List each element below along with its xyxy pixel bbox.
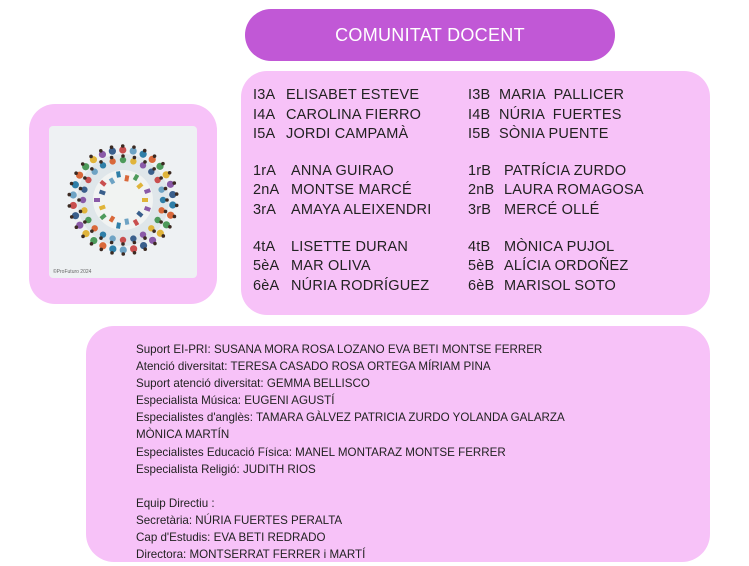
teacher-row: 2nB LAURA ROMAGOSA bbox=[468, 182, 644, 199]
teacher-row: I3B MARIA PALLICER bbox=[468, 87, 625, 103]
direction-line: Secretària: NÚRIA FUERTES PERALTA bbox=[136, 513, 343, 527]
teacher-row: 5èB ALÍCIA ORDOÑEZ bbox=[468, 258, 629, 275]
group-cicle-inicial-a bbox=[253, 162, 431, 221]
teacher-row: I5A JORDI CAMPAMÀ bbox=[253, 126, 409, 143]
staff-list bbox=[136, 341, 666, 563]
teacher-row: 2nA MONTSE MARCÉ bbox=[253, 182, 412, 199]
teacher-row: I4B NÚRIA FUERTES bbox=[468, 106, 622, 123]
group-cicle-superior-b bbox=[468, 238, 644, 297]
teacher-row: I4A CAROLINA FIERRO bbox=[253, 106, 422, 123]
staff-line: Suport atenció diversitat: GEMMA BELLISCO bbox=[136, 377, 370, 391]
group-infantil-b bbox=[468, 86, 644, 145]
staff-line: MÒNICA MARTÍN bbox=[136, 428, 230, 442]
staff-line: Especialista Religió: JUDITH RIOS bbox=[136, 462, 316, 476]
teacher-row: 1rB PATRÍCIA ZURDO bbox=[468, 162, 627, 179]
staff-line: Especialistes d'anglès: TAMARA GÀLVEZ PATRICIA ZURDO YOLANDA GALARZA bbox=[136, 411, 565, 425]
community-illustration bbox=[49, 126, 197, 278]
staff-line: Atenció diversitat: TERESA CASADO ROSA ORTEGA MÍRIAM PINA bbox=[136, 360, 491, 374]
staff-line: Especialista Música: EUGENI AGUSTÍ bbox=[136, 394, 335, 408]
group-cicle-inicial-b bbox=[468, 162, 644, 221]
teacher-row: I3A ELISABET ESTEVE bbox=[253, 87, 420, 103]
direction-line: Cap d'Estudis: EVA BETI REDRADO bbox=[136, 530, 326, 544]
direction-heading: Equip Directiu : bbox=[136, 496, 215, 510]
teacher-row: 5èA MAR OLIVA bbox=[253, 258, 371, 275]
teacher-row: 3rB MERCÉ OLLÉ bbox=[468, 201, 600, 218]
teachers-column-b bbox=[468, 86, 644, 313]
people-circle-illustration bbox=[49, 126, 197, 278]
teachers-panel bbox=[241, 71, 710, 315]
teacher-row: 6èB MARISOL SOTO bbox=[468, 277, 616, 294]
teacher-row: I5B SÒNIA PUENTE bbox=[468, 126, 609, 143]
teacher-row: 1rA ANNA GUIRAO bbox=[253, 162, 394, 179]
group-cicle-superior-a bbox=[253, 238, 431, 297]
staff-line: Suport EI-PRI: SUSANA MORA ROSA LOZANO EVA BETI MONTSE FERRER bbox=[136, 343, 543, 356]
direction-line: Directora: MONTSERRAT FERRER i MARTÍ bbox=[136, 548, 366, 562]
title-banner bbox=[245, 9, 615, 61]
staff-line: Especialistes Educació Física: MANEL MONTARAZ MONTSE FERRER bbox=[136, 445, 506, 459]
teacher-row: 3rA AMAYA ALEIXENDRI bbox=[253, 201, 432, 218]
image-card bbox=[29, 104, 217, 304]
page-title: COMUNITAT DOCENT bbox=[335, 24, 525, 45]
teacher-row: 4tB MÒNICA PUJOL bbox=[468, 238, 615, 255]
image-caption: ©ProFuturo 2024 bbox=[53, 269, 92, 275]
group-infantil-a bbox=[253, 86, 431, 145]
teachers-column-a bbox=[253, 86, 431, 313]
staff-panel bbox=[86, 326, 710, 562]
teacher-row: 4tA LISETTE DURAN bbox=[253, 238, 409, 255]
teacher-row: 6èA NÚRIA RODRÍGUEZ bbox=[253, 277, 430, 294]
